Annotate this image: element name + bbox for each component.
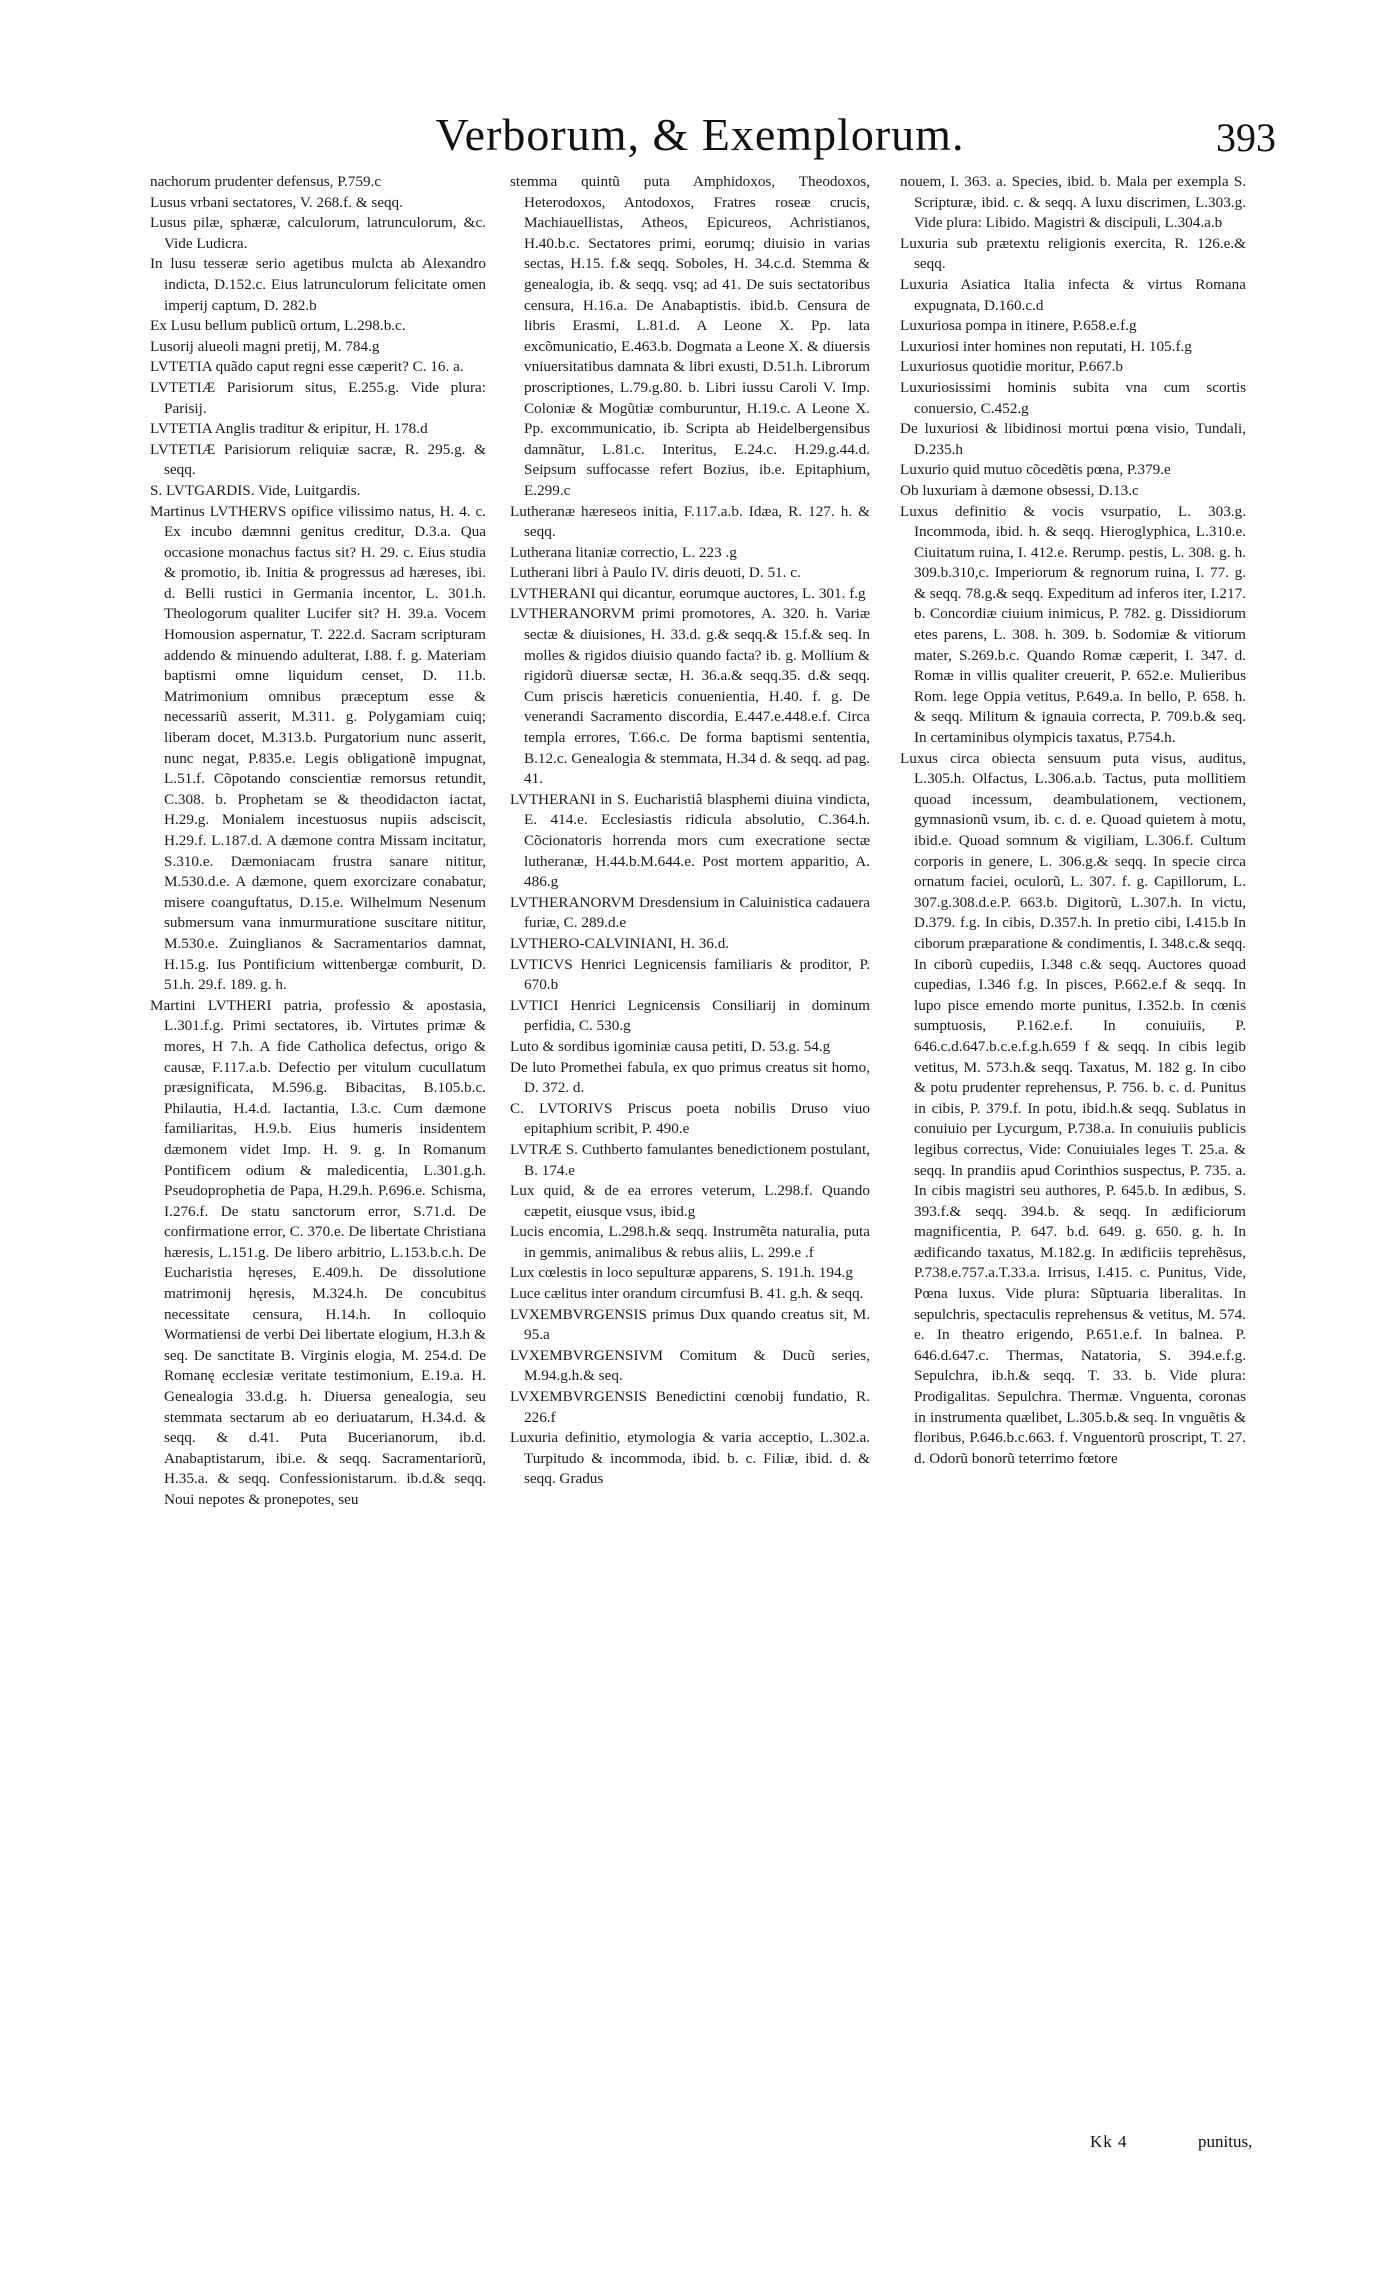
index-entry: Lusorij alueoli magni pretij, M. 784.g (150, 337, 380, 355)
index-entry: LVTHERO-CALVINIANI, H. 36.d. (510, 934, 730, 952)
index-entry: Ob luxuriam à dæmone obsessi, D.13.c (900, 481, 1139, 499)
index-entry: Luxuria definitio, etymologia & varia acceptio, L.302.a. Turpitudo & incommoda, ibid. b. c. Filiæ, ibid. d. & seqq. Gradus (510, 1429, 870, 1488)
index-entry: Lux quid, & de ea errores veterum, L.298.f. Quando cæpetit, eiusque vsus, ibid.g (510, 1182, 870, 1220)
index-entry: Lucis encomia, L.298.h.& seqq. Instrumẽta naturalia, puta in gemmis, animalibus & rebus aliis, L. 299.e .f (510, 1223, 870, 1261)
index-entry: Luxus circa obiecta sensuum puta visus, auditus, L.305.h. Olfactus, L.306.a.b. Tactus, puta mollitiem quoad incessum, deambulationem, vectionem, gymnasionũ vsum, ib. c. d. e. Quoad quietem à motu, ibid.e. Quoad somnum & vigiliam, L.306.f. Cultum corporis in genere, L. 306.g.& seqq. In specie circa ornatum faciei, oculorũ, L. 307. f. g. Capillorum, L. 307.g.308.d.e.P. 663.b. Digitorũ, L.307.h. In victu, D.379. f.g. In cibis, D.357.h. In pretio cibi, I.415.b In ciborum præparatione & condimentis, I. 348.c.& seqq. In ciborũ cupediis, I.348 c.& seqq. Auctores quoad cupedias, I.346 f.g. In pisces, P.662.e.f & seqq. In lupo pisce emendo morte punitus, I.352.b. In cœnis sumptuosis, P.162.e.f. In conuiuiis, P. 646.c.d.647.b.c.e.f.g.h.659 f & seqq. In cibis legib vetitus, M. 573.h.& seqq. Taxatus, M. 182 g. In cibo & potu prudenter reprehensus, P. 756. b. c. d. Punitus in cibis, P. 379.f. In potu, ibid.h.& seqq. Sublatus in conuiuio per Lycurgum, P.738.a. In conuiuiis publicis legibus correctus, Vide: Conuiuiales leges T. 25.a. & seqq. In prandiis apud Corinthios suspectus, P. 735. a. In cibis magistri seu authores, P. 645.b. In ædibus, S. 393.f.& seqq. 394.b. & seqq. In ædificiorum magnificentia, P. 647. b.d. 649. g. 650. g. h. In ædificando taxatus, M.182.g. In ædificiis teprehẽsus, P.738.e.757.a.T.33.a. Irrisus, I.415. c. Punitus, Vide, Pœna luxus. Vide plura: Sũptuaria liberalitas. In sepulchris, spectaculis reprehensus & vetitus, M. 574. e. In theatro erigendo, P.651.e.f. In balnea. P. 646.d.647.c. Thermas, Natatoria, S. 394.e.f.g. Sepulchra, ib.h.& seqq. T. 33. b. Vide plura: Prodigalitas. Sepulchra. Thermæ. Vnguenta, coronas in instrumenta quælibet, L.305.b.& seq. In vnguẽtis & floribus, P.646.b.c.663. f. Vnguentorũ proscript, T. 27. d. Odorũ bonorũ teterrimo fœtore (900, 749, 1246, 1467)
index-entry: Martini LVTHERI patria, professio & apostasia, L.301.f.g. Primi sectatores, ib. Virtutes primæ & mores, H 7.h. A fide Catholica defectus, origo & causæ, F.117.a.b. Defectio per vitulum cucullatum præsignificata, M.596.g. Bibacitas, B.105.b.c. Philautia, H.4.d. Iactantia, I.3.c. Cum dæmone familiaritas, H.9.b. Eius humeris insidentem dæmonem videt Imp. H. 9. g. In Romanum Pontificem odium & maledicentia, L.301.g.h. Pseudoprophetia de Papa, H.29.h. P.696.e. Schisma, I.276.f. De statu sanctorum error, S.71.d. De confirmatione error, C. 370.e. De libertate Christiana hæresis, L.151.g. De libero arbitrio, L.153.b.c.h. De Eucharistia hęreses, E.409.h. De dissolutione matrimonij hęresis, M.324.h. De concubitus necessitate censura, H.14.h. In colloquio Wormatiensi de verbi Dei libertate elogium, H.3.h & seq. De sanctitate B. Virginis elogia, M. 254.d. De Romanę ecclesiæ veritate testimonium, E.19.a. H. Genealogia 33.d.g. h. Diuersa genealogia, seu stemmata sectarum ab eo deriuatarum, H.34.d. & seqq. & d.41. Puta Bucerianorum, ib.d. Anabaptistarum, ibi.e. & seqq. Sacramentariorũ, H.35.a. & seqq. Confessionistarum. ib.d.& seqq. Noui nepotes & pronepotes, seu (150, 996, 486, 1508)
index-entry: LVTETIÆ Parisiorum situs, E.255.g. Vide plura: Parisij. (150, 378, 486, 417)
index-entry: LVTETIA Anglis traditur & eripitur, H. 178.d (150, 420, 428, 438)
index-entry: LVTETIÆ Parisiorum reliquiæ sacræ, R. 295.g. & seqq. (150, 440, 486, 479)
index-entry: Luxus definitio & vocis vsurpatio, L. 303.g. Incommoda, ibid. h. & seqq. Hieroglyphica, L.310.e. Ciuitatum ruina, I. 412.e. Rerump. pestis, L. 308. g. h. 309.b.310,c. Imperiorum & regnorum ruina, I. 77. g. & seqq. 78.g.& seqq. Expeditum ad inferos iter, I.217. b. Concordiæ ciuium inimicus, P. 782. g. Dissidiorum etes parens, L. 308. h. 309. b. Sodomiæ & vitiorum mater, S.269.b.c. Quando Romæ cæperit, I. 347. d. Romæ in villis qualiter creuerit, P. 652.e. Mulieribus Rom. lege Oppia vetitus, P.649.a. In bello, P. 658. h. & seqq. Militum & ignauia correcta, P. 709.b.& seq. In certaminibus olympicis taxatus, P.754.h. (900, 502, 1246, 747)
index-entry: Ex Lusu bellum publicũ ortum, L.298.b.c. (150, 317, 406, 335)
index-entry: C. LVTORIVS Priscus poeta nobilis Druso viuo epitaphium scribit, P. 490.e (510, 1099, 870, 1138)
index-entry: De luxuriosi & libidinosi mortui pœna visio, Tundali, D.235.h (900, 420, 1246, 458)
index-entry: Martinus LVTHERVS opifice vilissimo natus, H. 4. c. Ex incubo dæmnni genitus creditur, D.3.a. Qua occasione monachus factus sit? H. 29. c. Eius studia & promotio, ib. Initia & progressus ad hæreses, ibi. d. Belli rustici in Germania incentor, L. 301.h. Theologorum qualiter Lucifer sit? H. 39.a. Vocem Homousion aspernatur, T. 222.d. Sacram scripturam addendo & minuendo adulterat, I.88. f. g. Materiam baptismi omne liquidum censet, D. 11.b. Matrimonium omnibus præceptum esse & necessariũ asserit, M.311. g. Polygamiam cuiq; liberam docet, M.313.b. Purgatorium nunc asserit, nunc negat, P.835.e. Legis obligationẽ impugnat, L.51.f. Cõpotando conscientiæ remorsus retundit, C.308. b. Prophetam se & theodidacton iactat, H.29.g. Monialem incestuosus nupiis adsciscit, H.29.f. L.187.d. A dæmone contra Missam incitatur, S.310.e. Dæmoniacam frustra sanare nititur, M.530.d.e. A dæmone, quem exorcizare conabatur, misere coanguftatus, D.15.e. Wilhelmum Nesenum submersum vana inmurmuratione suscitare nititur, M.530.e. Zuinglianos & Sacramentarios damnat, H.15.g. Ius Pontificium wittenbergæ comburit, D. 51.h. 29.f. 189. g. h. (150, 502, 486, 994)
page-number: 393 (1216, 115, 1276, 160)
index-column-middle (510, 172, 870, 2122)
index-entry: Luto & sordibus igominiæ causa petiti, D. 53.g. 54.g (510, 1037, 831, 1055)
index-entry: Lutheranæ hæreseos initia, F.117.a.b. Idæa, R. 127. h. & seqq. (510, 502, 870, 541)
index-entry: Luxuriosi inter homines non reputati, H. 105.f.g (900, 337, 1192, 355)
index-entry: LVTICVS Henrici Legnicensis familiaris & proditor, P. 670.b (510, 955, 870, 994)
index-entry: Luxurio quid mutuo cõcedẽtis pœna, P.379.e (900, 461, 1171, 479)
index-entry: LVTICI Henrici Legnicensis Consiliarij in dominum perfidia, C. 530.g (510, 996, 870, 1035)
index-entry: Lutherana litaniæ correctio, L. 223 .g (510, 543, 737, 561)
index-entry: S. LVTGARDIS. Vide, Luitgardis. (150, 481, 361, 499)
index-entry: stemma quintũ puta Amphidoxos, Theodoxos, Heterodoxos, Antodoxos, Fratres roseæ crucis, Machiauellistas, Atheos, Epicureos, Achristianos, H.40.b.c. Sectatores primi, eorumq; diuisio in varias sectas, H.15. f.& seqq. Soboles, H. 34.c.d. Stemma & genealogia, ib. & seqq. vsq; ad 41. De suis sectatoribus censura, H.16.a. De Anabaptistis. ibid.b. Censura de libris Erasmi, L.81.d. A Leone X. Pp. lata excõmunicatio, E.463.b. Dogmata a Leone X. & diuersis vniuersitatibus damnata & libri exusti, D.51.h. Librorum proscriptiones, L.79.g.80. b. Libri iussu Caroli V. Imp. Coloniæ & Mogũtiæ comburuntur, H.19.c. A Leone X. Pp. excommunicatio, ib. Scripta ab Heidelbergensibus damnãtur, L.81.c. Interitus, E.24.c. H.29.g.44.d. Seipsum suffocasse refert Bozius, ib.e. Epitaphium, E.299.c (510, 173, 870, 499)
index-entry: De luto Promethei fabula, ex quo primus creatus sit homo, D. 372. d. (510, 1058, 870, 1097)
gathering-signature: Kk 4 (1090, 2132, 1128, 2151)
index-entry: Luxuriosissimi hominis subita vna cum scortis conuersio, C.452.g (900, 378, 1246, 417)
index-entry: Lux cœlestis in loco sepulturæ apparens, S. 191.h. 194.g (510, 1264, 853, 1282)
index-entry: Luce cælitus inter orandum circumfusi B. 41. g.h. & seqq. (510, 1285, 864, 1303)
index-entry: nachorum prudenter defensus, P.759.c (150, 173, 382, 190)
index-entry: Lusus vrbani sectatores, V. 268.f. & seqq. (150, 193, 403, 211)
page-footer (0, 2132, 1399, 2162)
index-column-right (900, 172, 1246, 2122)
index-entry: In lusu tesseræ serio agetibus mulcta ab Alexandro indicta, D.152.c. Eius latrunculorum felicitate omen imperij captum, D. 282.b (150, 255, 486, 314)
index-entry: nouem, I. 363. a. Species, ibid. b. Mala per exempla S. Scripturæ, ibid. c. & seqq. A luxu discrimen, L.303.g. Vide plura: Libido. Magistri & discipuli, L.304.a.b (900, 173, 1246, 232)
index-entry: LVTETIA quãdo caput regni esse cæperit? C. 16. a. (150, 358, 464, 376)
index-entry: LVTHERANI qui dicantur, eorumque auctores, L. 301. f.g (510, 584, 866, 602)
index-entry: LVTRÆ S. Cuthberto famulantes benedictionem postulant, B. 174.e (510, 1140, 870, 1179)
index-entry: Luxuria Asiatica Italia infecta & virtus Romana expugnata, D.160.c.d (900, 275, 1246, 314)
index-entry: LVTHERANORVM primi promotores, A. 320. h. Variæ sectæ & diuisiones, H. 33.d. g.& seqq.& 15.f.& seq. In molles & rigidos diuisio quando facta? ib. g. Mollium & rigidorũ diuersæ sectæ, H. 36.a.& seqq.35. d.& seqq. Cum priscis hæreticis conuenientia, H.40. f. g. De venerandi Sacramento discordia, E.447.e.448.e.f. Circa templa errores, T.66.c. De forma baptismi sententia, B.12.c. Genealogia & stemmata, H.34 d. & seqq. ad pag. 41. (510, 605, 870, 788)
index-entry: LVXEMBVRGENSIS Benedictini cœnobij fundatio, R. 226.f (510, 1388, 870, 1426)
index-entry: Lutherani libri à Paulo IV. diris deuoti, D. 51. c. (510, 564, 801, 582)
index-entry: LVTHERANORVM Dresdensium in Caluinistica cadauera furiæ, C. 289.d.e (510, 893, 870, 932)
index-entry: LVTHERANI in S. Eucharistiâ blasphemi diuina vindicta, E. 414.e. Ecclesiastis ridicula absolutio, C.364.h. Cõcionatoris horrenda mors cum execratione sectæ lutheranæ, H.44.b.M.644.e. Post mortem apparitio, A. 486.g (510, 790, 870, 891)
index-entry: Luxuriosa pompa in itinere, P.658.e.f.g (900, 317, 1137, 335)
index-entry: Luxuria sub prætextu religionis exercita, R. 126.e.& seqq. (900, 234, 1246, 273)
index-entry: LVXEMBVRGENSIVM Comitum & Ducũ series, M.94.g.h.& seq. (510, 1346, 870, 1385)
running-title: Verborum, & Exemplorum. (435, 109, 965, 160)
index-entry: LVXEMBVRGENSIS primus Dux quando creatus sit, M. 95.a (510, 1305, 870, 1344)
index-entry: Luxuriosus quotidie moritur, P.667.b (900, 358, 1123, 376)
index-entry: Lusus pilæ, sphæræ, calculorum, latrunculorum, &c. Vide Ludicra. (150, 214, 486, 252)
catchword: punitus, (1198, 2132, 1253, 2151)
index-column-left (150, 172, 486, 2122)
